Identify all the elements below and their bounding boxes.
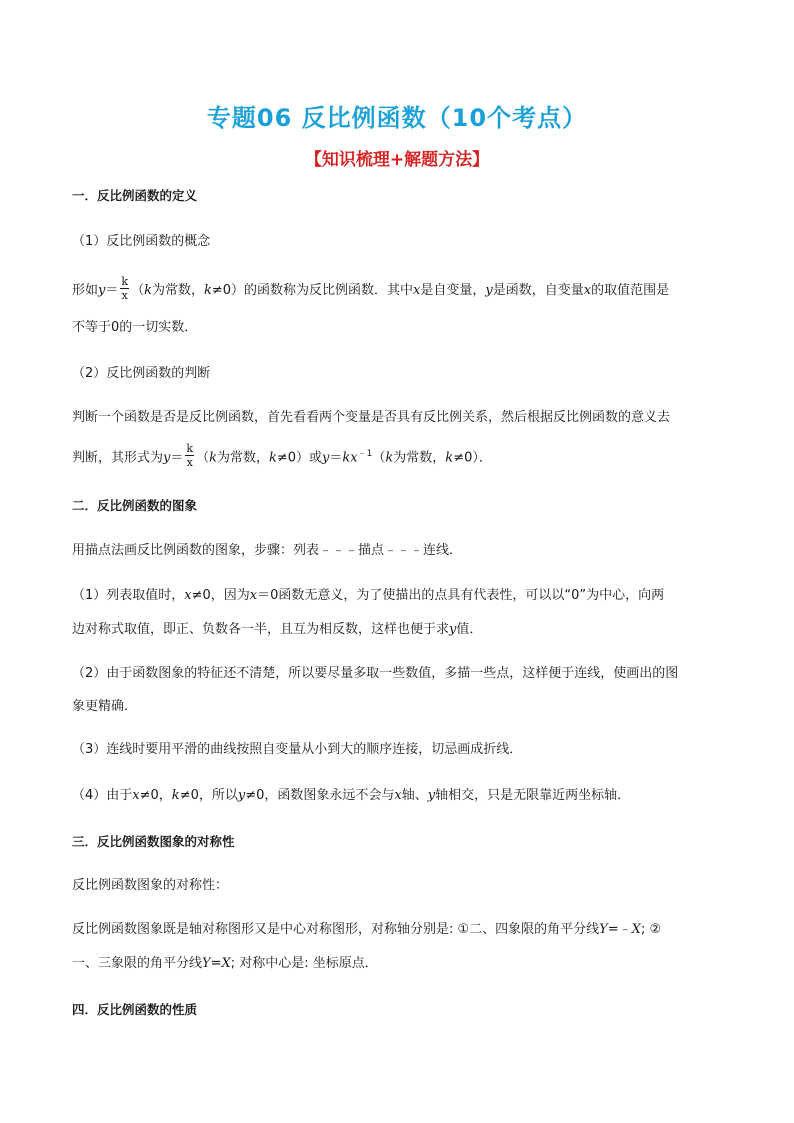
fraction-numerator: k [186, 442, 194, 456]
symmetry-paragraph-line-1 [72, 920, 661, 940]
text-segment: ; ② [640, 922, 662, 937]
fraction-k-over-x [185, 443, 194, 468]
text-segment: （ [131, 283, 145, 298]
math-var: x [394, 788, 402, 803]
math-var: Y [599, 922, 608, 937]
text-segment: ≠0， [139, 788, 172, 803]
text-segment: 轴、 [401, 788, 428, 803]
math-var: y [98, 283, 106, 298]
section-1-subheading-1: （1）反比例函数的概念 [72, 234, 211, 249]
section-2-heading: 二．反比例函数的图象 [72, 498, 198, 513]
math-var: y [163, 450, 171, 466]
text-segment: 轴相交，只是无限靠近两坐标轴． [435, 788, 631, 803]
item-1-line-1 [72, 586, 664, 606]
fraction-k-over-x [120, 276, 129, 301]
section-3-heading: 三．反比例函数图象的对称性 [72, 834, 235, 849]
text-segment: ＝ [170, 450, 184, 466]
text-segment: ＝ [329, 450, 343, 466]
section-3-intro: 反比例函数图象的对称性： [72, 878, 229, 893]
judgement-paragraph-line-2 [72, 444, 492, 470]
math-var: x [583, 283, 592, 298]
math-var: k [268, 450, 277, 466]
text-segment: ≠0，所以 [179, 788, 238, 803]
math-var: x [132, 788, 140, 803]
definition-paragraph-line-2: 不等于0的一切实数． [72, 320, 198, 335]
text-segment: 形如 [72, 283, 99, 298]
math-var: x [413, 283, 421, 298]
math-var: y [449, 622, 457, 637]
item-2-line-2: 象更精确． [72, 699, 138, 714]
item-4 [72, 786, 630, 806]
text-segment: ≠0）． [453, 450, 492, 466]
math-var: y [237, 788, 246, 803]
section-1-subheading-2: （2）反比例函数的判断 [72, 366, 211, 381]
text-segment: 的取值范围是 [591, 283, 670, 298]
text-segment: ≠0，因为 [191, 588, 250, 603]
definition-paragraph-line-1 [72, 275, 670, 303]
text-segment: （ [196, 450, 210, 466]
math-var: k [209, 450, 217, 466]
math-var: k [203, 283, 212, 298]
text-segment: = [210, 956, 222, 971]
text-segment: 为常数， [393, 450, 446, 466]
text-segment: 为常数， [216, 450, 269, 466]
text-segment: 值． [456, 622, 483, 637]
text-segment: （4）由于 [72, 788, 133, 803]
item-2-line-1: （2）由于函数图象的特征还不清楚，所以要尽量多取一些数值，多描一些点，这样便于连线，使画出的图 [72, 666, 679, 681]
math-var: x [249, 588, 258, 603]
symmetry-paragraph-line-2 [72, 954, 378, 974]
text-segment: =﹣ [607, 922, 632, 937]
math-var: kx [342, 450, 358, 466]
item-3: （3）连线时要用平滑的曲线按照自变量从小到大的顺序连接，切忌画成折线． [72, 742, 523, 757]
fraction-denominator: x [121, 289, 128, 302]
text-segment: 判断，其形式为 [72, 450, 164, 466]
math-var: k [171, 788, 180, 803]
math-var: k [445, 450, 454, 466]
math-var: y [427, 788, 436, 803]
text-segment: 为常数， [151, 283, 204, 298]
text-segment: ＝0函数无意义，为了使描出的点具有代表性，可以以“0”为中心，向两 [257, 588, 665, 603]
document-subtitle: 【知识梳理+解题方法】 [304, 150, 490, 170]
section-1-heading: 一．反比例函数的定义 [72, 188, 198, 203]
section-4-heading: 四．反比例函数的性质 [72, 1002, 198, 1017]
text-segment: 是自变量， [420, 283, 486, 298]
math-var: y [485, 283, 493, 298]
math-var: k [144, 283, 152, 298]
text-segment: ≠0）或 [276, 450, 323, 466]
text-segment: 反比例函数图象既是轴对称图形又是中心对称图形，对称轴分别是: ①二、四象限的角平分线 [72, 922, 600, 937]
text-segment: ≠0）的函数称为反比例函数．其中 [211, 283, 414, 298]
text-segment: ＝ [105, 283, 119, 298]
text-segment: （1）列表取值时， [72, 588, 185, 603]
text-segment: 是函数，自变量 [492, 283, 584, 298]
fraction-denominator: x [186, 456, 193, 470]
text-segment: 一、三象限的角平分线 [72, 956, 203, 971]
document-title: 专题06 反比例函数（10个考点） [206, 104, 588, 132]
math-var: X [221, 956, 231, 971]
text-segment: 边对称式取值，即正、负数各一半，且互为相反数，这样也便于求 [72, 622, 450, 637]
text-segment: ≠0，函数图象永远不会与 [245, 788, 395, 803]
math-var: Y [202, 956, 211, 971]
text-segment: （ [372, 450, 386, 466]
section-2-intro: 用描点法画反比例函数的图象，步骤：列表﹣﹣﹣描点﹣﹣﹣连线． [72, 543, 463, 558]
math-var: y [322, 450, 330, 466]
math-var: k [385, 450, 394, 466]
item-1-line-2 [72, 620, 482, 640]
text-segment: ; 对称中心是: 坐标原点． [230, 956, 378, 971]
exponent: ﹣1 [357, 449, 373, 459]
fraction-numerator: k [121, 275, 129, 288]
math-var: x [184, 588, 192, 603]
judgement-paragraph-line-1: 判断一个函数是否是反比例函数，首先看看两个变量是否具有反比例关系，然后根据反比例函数的意义去 [72, 410, 671, 425]
math-var: X [631, 922, 641, 937]
